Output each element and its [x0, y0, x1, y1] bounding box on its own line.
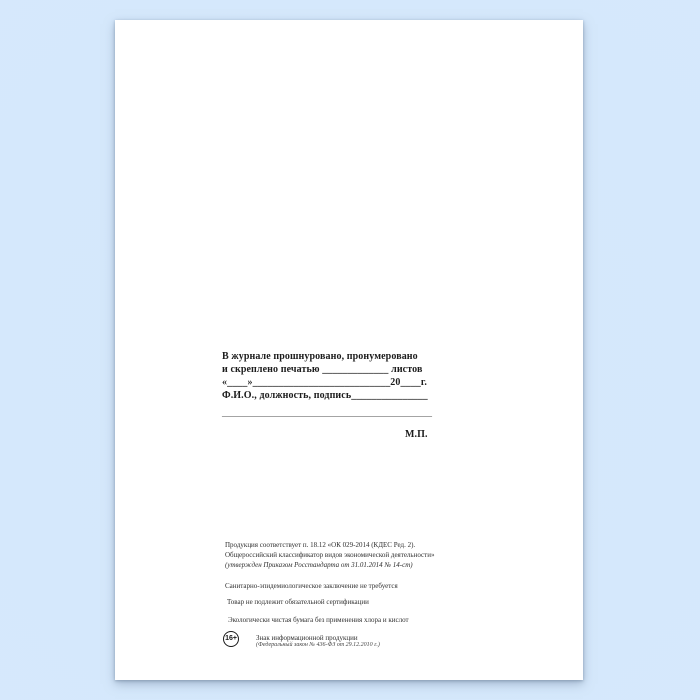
age-mark-title: Знак информационной продукции — [256, 634, 358, 642]
ecology-note: Экологически чистая бумага без применения хлора и кислот — [228, 616, 409, 624]
standard-line-1: Продукция соответствует п. 18.12 «ОК 029-2014 (КДЕС Ред. 2). — [225, 541, 416, 549]
stamp-place-label: М.П. — [405, 429, 428, 440]
age-mark-text — [256, 631, 380, 649]
age-mark — [223, 631, 380, 649]
cert-line-date: «____»___________________________20____г. — [222, 377, 428, 388]
age-16-badge-icon: 16+ — [223, 631, 239, 647]
journal-back-page — [115, 20, 583, 680]
certification-block — [222, 350, 437, 441]
cert-line-bound: В журнале прошнуровано, пронумеровано — [222, 351, 418, 362]
sanitary-note: Санитарно-эпидемиологическое заключение не требуется — [225, 582, 398, 590]
standard-line-3: (утвержден Приказом Росстандарта от 31.01.2014 № 14-ст) — [225, 561, 413, 569]
standard-line-2: Общероссийский классификатор видов экономической деятельности» — [225, 551, 435, 559]
certification-note: Товар не подлежит обязательной сертификации — [227, 598, 369, 606]
product-standard-block — [225, 540, 485, 570]
cert-line-blank: __________________________________________ — [222, 407, 432, 418]
age-mark-law: (Федеральный закон № 436-ФЗ от 29.12.2010 г.) — [256, 642, 380, 648]
cert-line-signature: Ф.И.О., должность, подпись_______________ — [222, 390, 428, 401]
cert-line-sealed: и скреплено печатью _____________ листов — [222, 364, 423, 375]
